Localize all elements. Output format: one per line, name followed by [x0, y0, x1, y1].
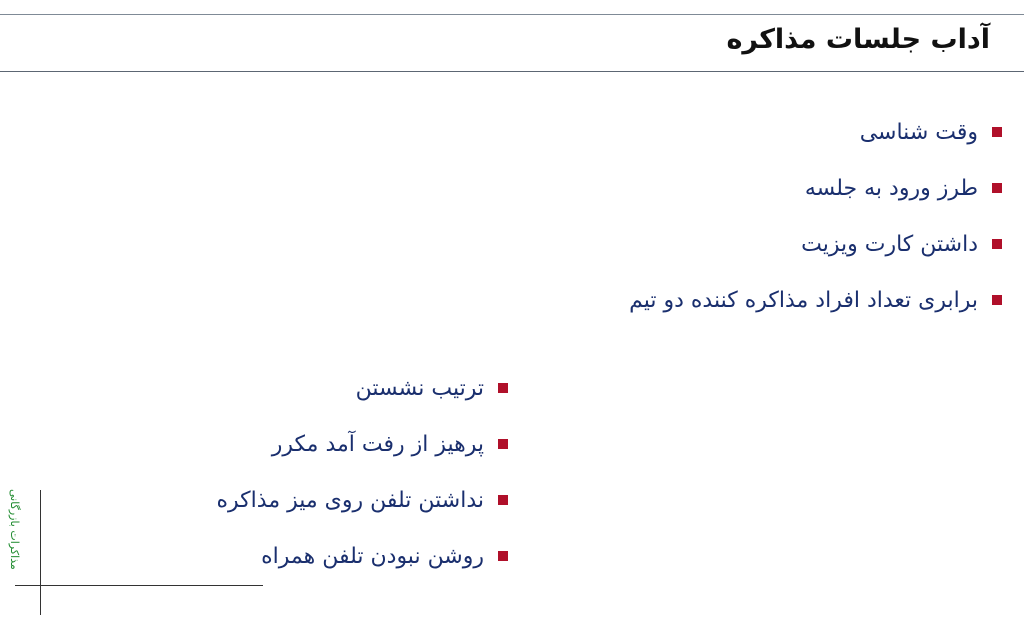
list-item [629, 216, 1002, 272]
square-bullet-icon [498, 439, 508, 449]
bullet-list-primary [629, 104, 1002, 328]
bullet-text: داشتن کارت ویزیت [801, 231, 978, 257]
title-divider [0, 71, 1024, 72]
list-item [217, 360, 508, 416]
corner-horizontal-line [15, 585, 263, 586]
list-item [629, 104, 1002, 160]
corner-vertical-line [40, 490, 41, 615]
slide-title: آداب جلسات مذاکره [726, 24, 990, 55]
list-item [629, 272, 1002, 328]
square-bullet-icon [498, 383, 508, 393]
list-item [629, 160, 1002, 216]
footer-side-label: مذاکرات بازرگانی [8, 489, 21, 570]
square-bullet-icon [992, 295, 1002, 305]
square-bullet-icon [992, 183, 1002, 193]
bullet-text: ترتیب نشستن [355, 375, 484, 401]
bullet-text: نداشتن تلفن روی میز مذاکره [216, 487, 484, 513]
list-item [217, 416, 508, 472]
square-bullet-icon [992, 127, 1002, 137]
bullet-text: پرهیز از رفت آمد مکرر [271, 431, 484, 457]
square-bullet-icon [498, 551, 508, 561]
top-rule [0, 14, 1024, 15]
bullet-text: وقت شناسی [859, 119, 978, 145]
bullet-text: طرز ورود به جلسه [804, 175, 978, 201]
square-bullet-icon [498, 495, 508, 505]
list-item [217, 528, 508, 584]
list-item [217, 472, 508, 528]
bullet-list-secondary [217, 360, 508, 584]
bullet-text: برابری تعداد افراد مذاکره کننده دو تیم [629, 287, 978, 313]
bullet-text: روشن نبودن تلفن همراه [261, 543, 484, 569]
square-bullet-icon [992, 239, 1002, 249]
